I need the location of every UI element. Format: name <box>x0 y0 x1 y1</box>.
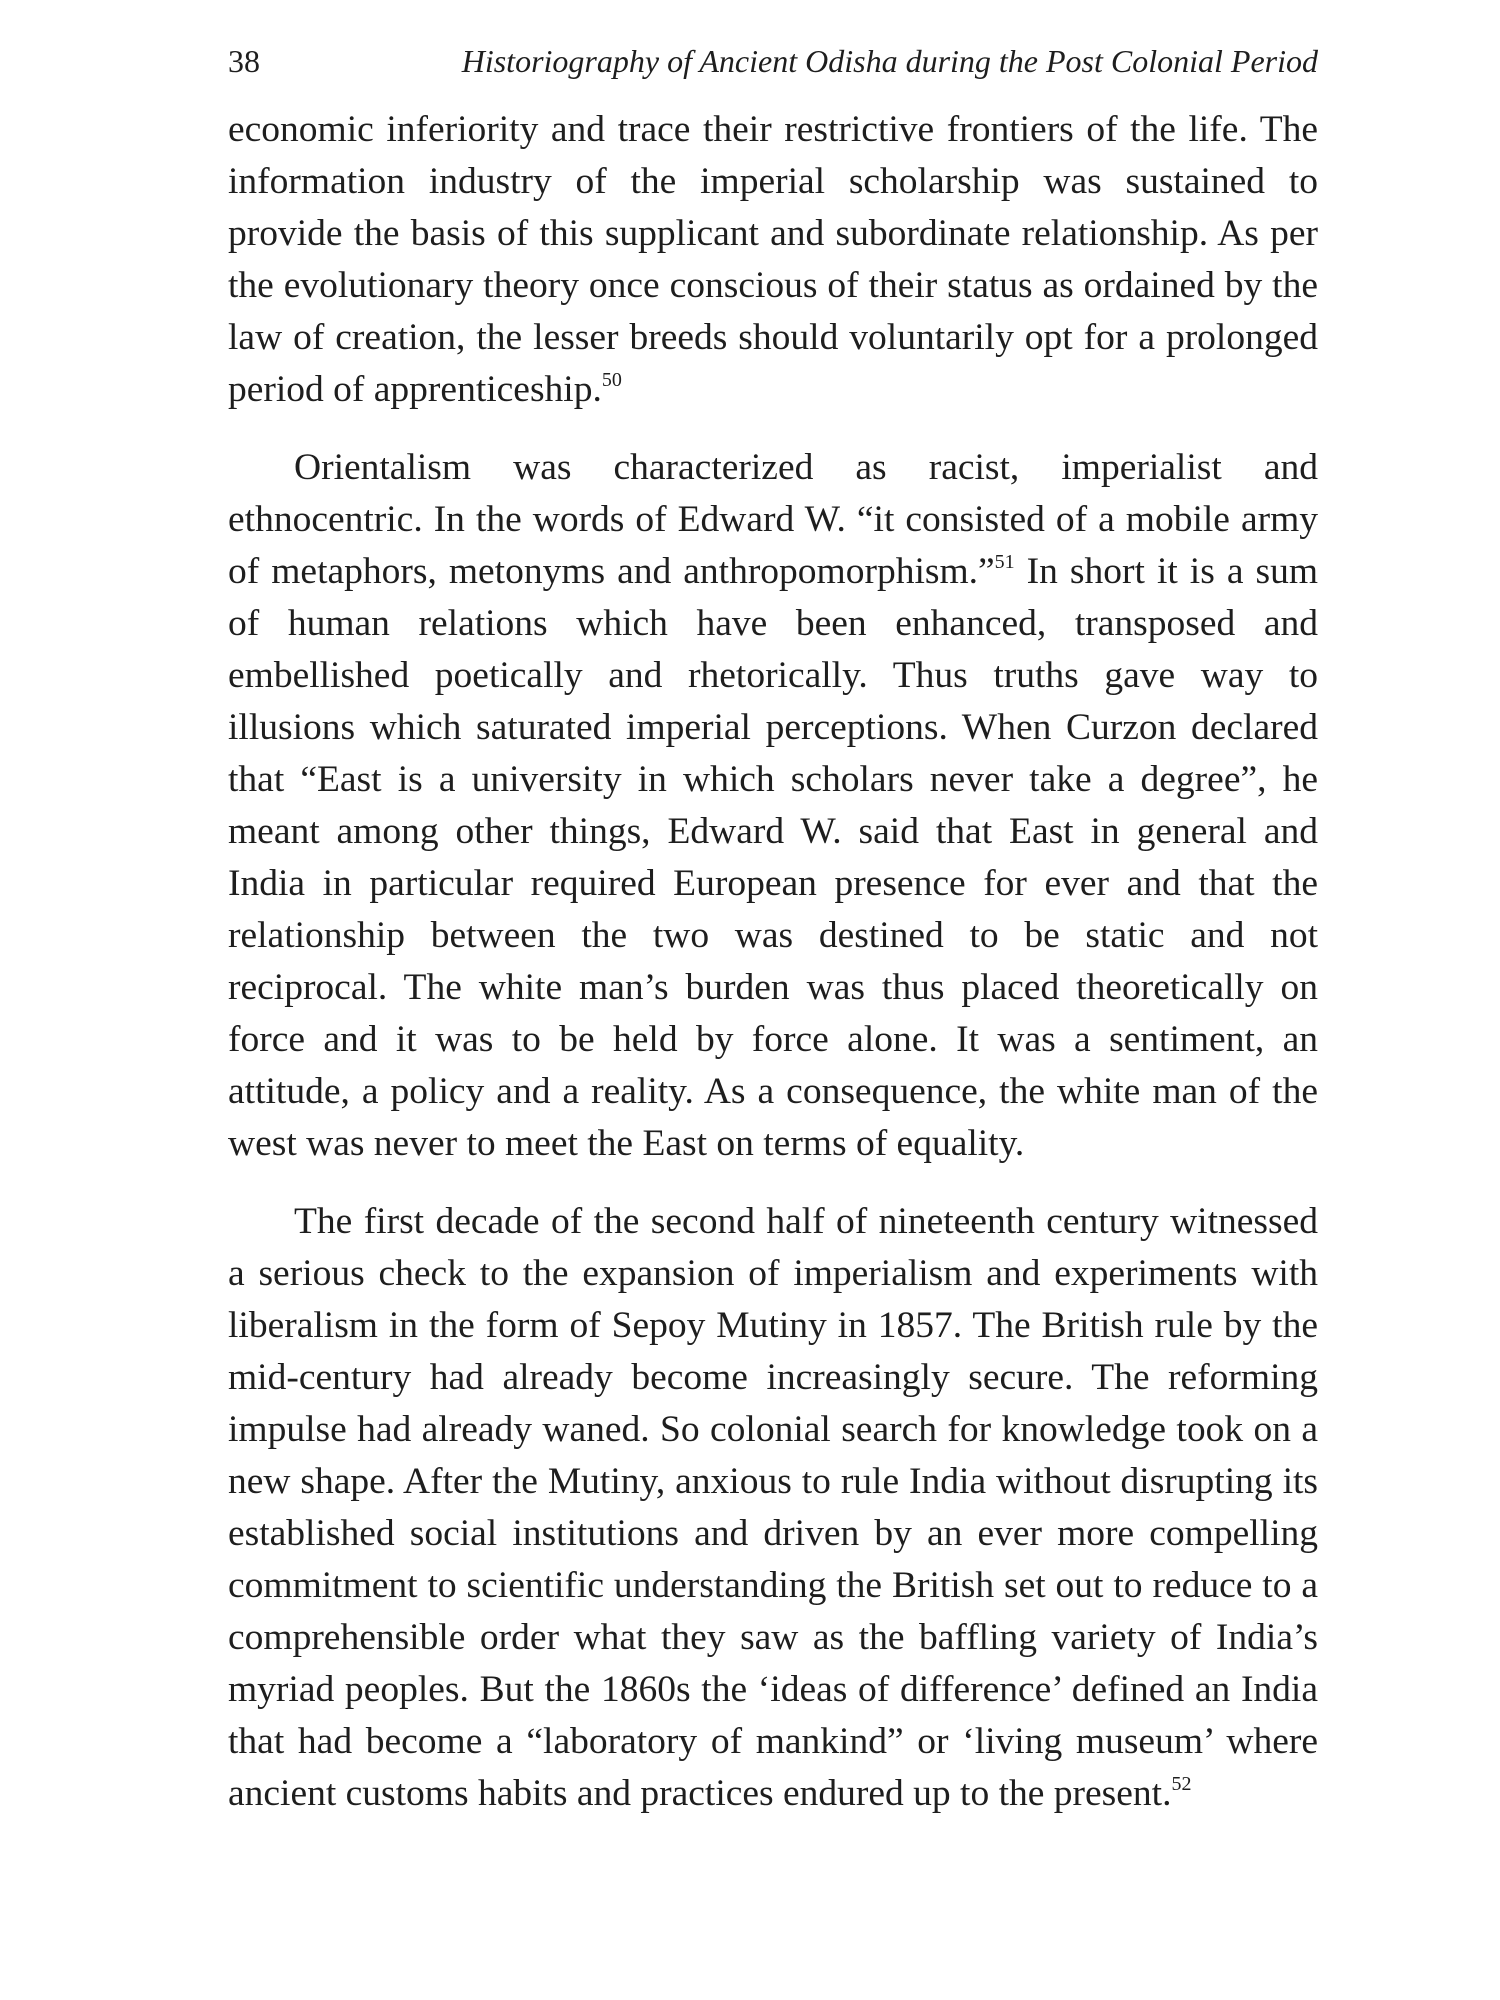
footnote-ref-50: 50 <box>601 369 622 391</box>
paragraph-3-text: The first decade of the second half of nineteenth century witnessed a serious check to the expansion of imperialism and experiments with liberalism in the form of Sepoy Mutiny in 1857. The British rule by the mid-century had already become increasingly secure. The reforming impulse had already waned. So colonial search for knowledge took on a new shape. After the Mutiny, anxious to rule India without disrupting its established social institutions and driven by an ever more compelling commitment to scientific understanding the British set out to reduce to a comprehensible order what they saw as the baffling variety of India’s myriad peoples. But the 1860s the ‘ideas of difference’ defined an India that had become a “laboratory of mankind” or ‘living museum’ where ancient customs habits and practices endured up to the present. <box>228 1201 1318 1814</box>
paragraph-2-text-before: Orientalism was characterized as racist, imperialist and ethnocentric. In the words of Edward W. “it consisted of a mobile army of metaphors, metonyms and anthropomorphism.” <box>228 447 1318 592</box>
paragraph-1 <box>228 104 1318 416</box>
running-title: Historiography of Ancient Odisha during the Post Colonial Period <box>461 43 1318 79</box>
body-text <box>228 104 1318 1846</box>
paragraph-3 <box>228 1196 1318 1820</box>
footnote-ref-51: 51 <box>994 551 1015 573</box>
paragraph-2-text-after: In short it is a sum of human relations which have been enhanced, transposed and embellished poetically and rhetorically. Thus truths gave way to illusions which saturated imperial perceptions. When Curzon declared that “East is a university in which scholars never take a degree”, he meant among other things, Edward W. said that East in general and India in particular required European presence for ever and that the relationship between the two was destined to be static and not reciprocal. The white man’s burden was thus placed theoretically on force and it was to be held by force alone. It was a sentiment, an attitude, a policy and a reality. As a consequence, the white man of the west was never to meet the East on terms of equality. <box>228 551 1318 1164</box>
paragraph-2 <box>228 442 1318 1170</box>
running-head <box>228 36 1318 86</box>
paragraph-1-text: economic inferiority and trace their restrictive frontiers of the life. The information industry of the imperial scholarship was sustained to provide the basis of this supplicant and subordinate relationship. As per the evolutionary theory once conscious of their status as ordained by the law of creation, the lesser breeds should voluntarily opt for a prolonged period of apprenticeship. <box>228 109 1318 410</box>
page-number: 38 <box>228 43 260 79</box>
footnote-ref-52: 52 <box>1171 1773 1192 1795</box>
